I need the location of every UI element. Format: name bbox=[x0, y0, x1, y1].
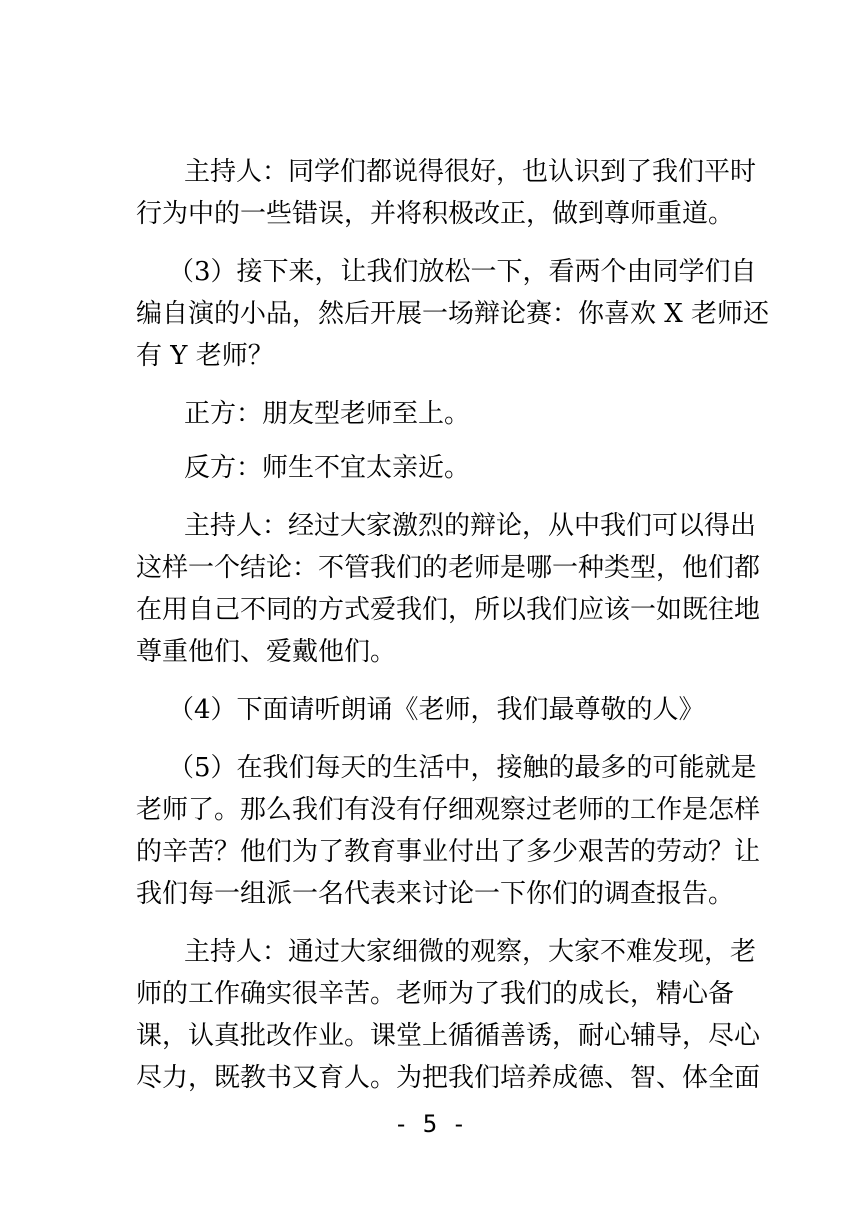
page-number: - 5 - bbox=[393, 1110, 467, 1138]
paragraph-4-line-1: 反方：师生不宜太亲近。 bbox=[184, 453, 471, 483]
paragraph-7-line-2: 老师了。那么我们有没有仔细观察过老师的工作是怎样 bbox=[136, 795, 761, 825]
paragraph-1-line-1: 主持人：同学们都说得很好，也认识到了我们平时 bbox=[184, 157, 757, 187]
paragraph-5-line-2: 这样一个结论：不管我们的老师是哪一种类型，他们都 bbox=[136, 553, 761, 583]
paragraph-3-line-1: 正方：朋友型老师至上。 bbox=[184, 399, 471, 429]
paragraph-1-line-2: 行为中的一些错误，并将积极改正，做到尊师重道。 bbox=[136, 199, 735, 229]
paragraph-2-line-1: （3）接下来，让我们放松一下，看两个由同学们自 bbox=[168, 257, 757, 287]
paragraph-8-line-2: 师的工作确实很辛苦。老师为了我们的成长，精心备 bbox=[136, 979, 735, 1009]
paragraph-7-line-3: 的辛苦？他们为了教育事业付出了多少艰苦的劳动？让 bbox=[136, 837, 761, 867]
paragraph-5-line-3: 在用自己不同的方式爱我们，所以我们应该一如既往地 bbox=[136, 595, 761, 625]
paragraph-8-line-3: 课，认真批改作业。课堂上循循善诱，耐心辅导，尽心 bbox=[136, 1021, 761, 1051]
paragraph-5-line-4: 尊重他们、爱戴他们。 bbox=[136, 637, 397, 667]
paragraph-7-line-1: （5）在我们每天的生活中，接触的最多的可能就是 bbox=[168, 753, 757, 783]
paragraph-2-line-2: 编自演的小品，然后开展一场辩论赛：你喜欢 X 老师还 bbox=[136, 299, 770, 329]
paragraph-5-line-1: 主持人：经过大家激烈的辩论，从中我们可以得出 bbox=[184, 511, 757, 541]
paragraph-2-line-3: 有 Y 老师？ bbox=[136, 341, 274, 371]
paragraph-8-line-4: 尽力，既教书又育人。为把我们培养成德、智、体全面 bbox=[136, 1063, 761, 1093]
paragraph-6-line-1: （4）下面请听朗诵《老师，我们最尊敬的人》 bbox=[168, 695, 705, 725]
paragraph-7-line-4: 我们每一组派一名代表来讨论一下你们的调查报告。 bbox=[136, 879, 735, 909]
paragraph-8-line-1: 主持人：通过大家细微的观察，大家不难发现，老 bbox=[184, 937, 757, 967]
